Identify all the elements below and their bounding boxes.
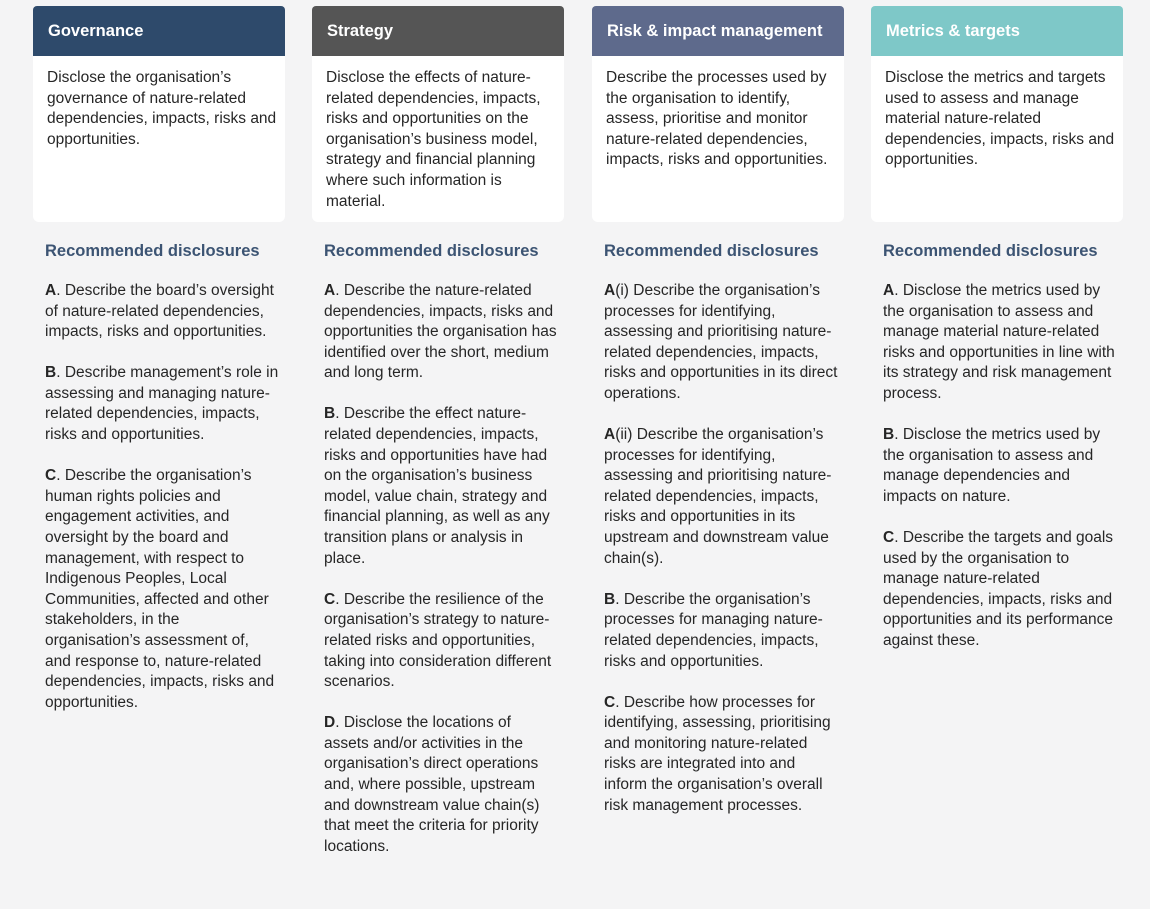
disclosure-letter: B xyxy=(883,426,895,444)
disclosure-letter: A xyxy=(883,282,895,299)
pillar-governance xyxy=(33,6,285,734)
disclosure-item xyxy=(45,281,279,343)
disclosure-item xyxy=(45,466,279,713)
pillar-title: Governance xyxy=(48,21,144,40)
disclosure-text: . Describe the organisation’s human rights policies and engagement activities, and oversight by the board and management, with respect to Indigenous Peoples, Local Communities, affected and other stakeholders, in the organisation’s assessment of, and response to, nature-related dependencies, impacts, risks and opportunities. xyxy=(45,467,275,711)
disclosure-item xyxy=(604,693,838,817)
disclosure-item xyxy=(883,281,1117,405)
disclosure-text: . Describe the organisation’s processes for managing nature-related dependencies, impacts, risks and opportunities. xyxy=(604,590,823,670)
disclosure-text: . Disclose the metrics used by the organisation to assess and manage material nature-related risks and opportunities in line with its strategy and risk management process. xyxy=(883,282,1115,402)
recommended-disclosures-heading: Recommended disclosures xyxy=(604,242,819,260)
pillar-header-strategy xyxy=(312,6,564,56)
disclosure-item xyxy=(883,425,1117,507)
disclosure-list xyxy=(312,281,564,857)
disclosure-item xyxy=(324,590,558,693)
disclosure-list xyxy=(592,281,844,816)
pillar-title: Risk & impact management xyxy=(607,21,823,40)
pillar-description: Disclose the metrics and targets used to assess and manage material nature-related dependencies, impacts, risks and opportunities. xyxy=(871,56,1123,222)
disclosure-letter: A xyxy=(604,282,616,299)
disclosure-text: . Describe the effect nature-related dependencies, impacts, risks and opportunities have had on the organisation’s business model, value chain, strategy and financial planning, as well as any transition plans or analysis in place. xyxy=(324,405,550,567)
disclosure-letter: B xyxy=(324,405,336,423)
pillar-description: Describe the processes used by the organisation to identify, assess, prioritise and monitor nature-related dependencies, impacts, risks and opportunities. xyxy=(592,56,844,222)
pillar-header-risk xyxy=(592,6,844,56)
disclosure-list xyxy=(871,281,1123,652)
disclosure-letter: B xyxy=(45,364,57,382)
disclosure-text: (i) Describe the organisation’s processes for identifying, assessing and prioritising nature-related dependencies, impacts, risks and opportunities in its direct operations. xyxy=(604,282,838,402)
disclosure-text: (ii) Describe the organisation’s processes for identifying, assessing and prioritising nature-related dependencies, impacts, risks and opportunities in its upstream and downstream value chain(s). xyxy=(604,426,832,567)
pillar-description: Disclose the effects of nature-related dependencies, impacts, risks and opportunities on the organisation’s business model, strategy and financial planning where such information is material. xyxy=(312,56,564,222)
disclosure-text: . Describe the resilience of the organisation’s strategy to nature-related risks and opportunities, taking into consideration different scenarios. xyxy=(324,590,552,691)
pillar-description: Disclose the organisation’s governance of nature-related dependencies, impacts, risks and opportunities. xyxy=(33,56,285,222)
disclosure-item xyxy=(604,281,838,405)
pillar-title: Metrics & targets xyxy=(886,21,1020,40)
disclosure-text: . Describe management’s role in assessing and managing nature-related dependencies, impacts, risks and opportunities. xyxy=(45,364,279,444)
recommended-disclosures-heading: Recommended disclosures xyxy=(45,242,260,260)
disclosure-text: . Describe the nature-related dependencies, impacts, risks and opportunities the organisation has identified over the short, medium and long term. xyxy=(324,282,557,382)
pillar-title: Strategy xyxy=(327,21,394,40)
pillar-strategy xyxy=(312,6,564,878)
disclosure-letter: D xyxy=(324,714,336,732)
recommended-disclosures-heading: Recommended disclosures xyxy=(883,242,1098,260)
disclosure-text: . Describe the targets and goals used by the organisation to manage nature-related dependencies, impacts, risks and opportunities and its performance against these. xyxy=(883,528,1114,649)
disclosure-letter: C xyxy=(604,693,616,711)
disclosure-item xyxy=(324,281,558,384)
disclosure-letter: B xyxy=(604,590,616,608)
disclosure-item xyxy=(604,425,838,569)
disclosure-letter: C xyxy=(883,528,895,546)
disclosure-text: . Describe how processes for identifying, assessing, prioritising and monitoring nature-related risks are integrated into and inform the organisation’s overall risk management processes. xyxy=(604,693,831,814)
disclosure-text: . Disclose the metrics used by the organisation to assess and manage dependencies and impacts on nature. xyxy=(883,426,1101,505)
pillar-metrics-targets xyxy=(871,6,1123,672)
disclosure-letter: A xyxy=(45,282,57,299)
disclosure-list xyxy=(33,281,285,713)
disclosure-text: . Disclose the locations of assets and/or activities in the organisation’s direct operations and, where possible, upstream and downstream value chain(s) that meet the criteria for priority locations. xyxy=(324,714,540,855)
disclosure-item xyxy=(324,404,558,569)
recommended-disclosures-heading: Recommended disclosures xyxy=(324,242,539,260)
pillar-header-metrics xyxy=(871,6,1123,56)
disclosure-text: . Describe the board’s oversight of nature-related dependencies, impacts, risks and opportunities. xyxy=(45,282,274,341)
disclosure-letter: C xyxy=(324,590,336,608)
disclosure-item xyxy=(324,713,558,857)
disclosure-item xyxy=(45,363,279,445)
pillar-header-governance xyxy=(33,6,285,56)
disclosure-item xyxy=(883,528,1117,652)
pillar-risk-impact-management xyxy=(592,6,844,837)
disclosure-letter: C xyxy=(45,467,57,485)
disclosure-letter: A xyxy=(324,282,336,299)
disclosure-letter: A xyxy=(604,426,616,444)
disclosure-item xyxy=(604,590,838,672)
